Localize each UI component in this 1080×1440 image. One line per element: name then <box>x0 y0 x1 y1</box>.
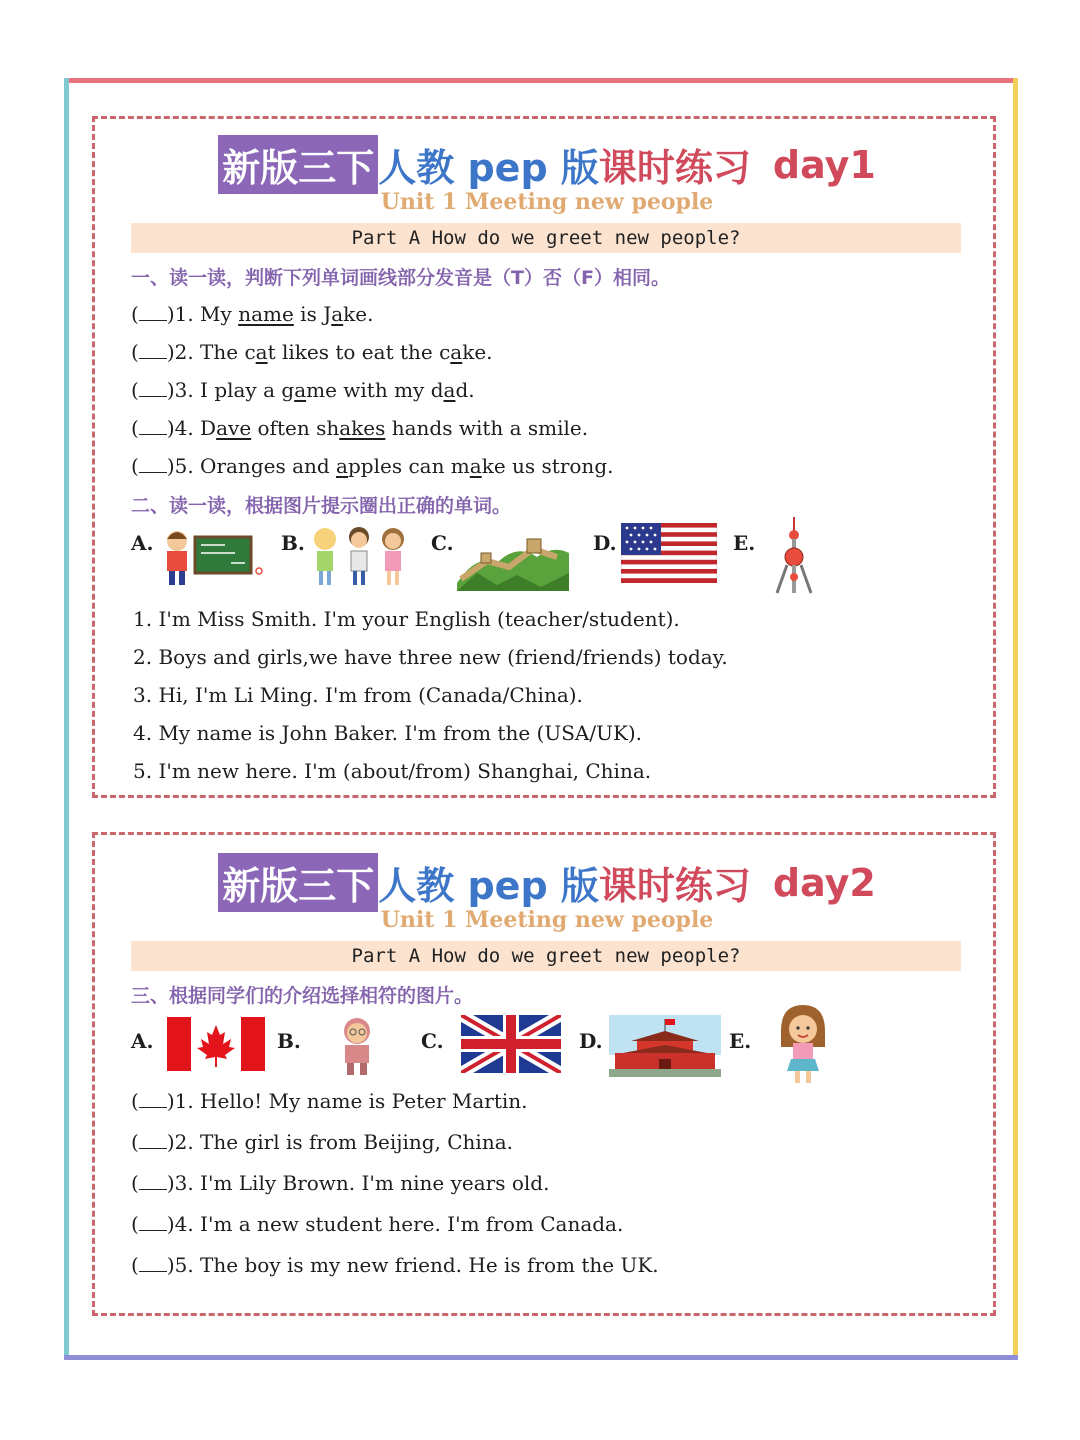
pic-label-e: E. <box>729 1029 752 1053</box>
phonics-item-4: ( )4. Dave often shakes hands with a smile. <box>131 416 589 440</box>
boy-picture <box>325 1015 389 1077</box>
instruction-section-1: 一、读一读，判断下列单词画线部分发音是（T）否（F）相同。 <box>131 267 670 289</box>
answer-blank[interactable] <box>139 1171 167 1190</box>
title-day1 <box>95 135 999 194</box>
answer-blank[interactable] <box>139 378 167 397</box>
canada-flag <box>167 1017 265 1071</box>
girl-picture <box>767 1001 837 1085</box>
frame-left-bar <box>64 78 69 1360</box>
teacher-classroom-picture <box>155 523 267 591</box>
answer-blank[interactable] <box>139 1212 167 1231</box>
choice-item-1: 1. I'm Miss Smith. I'm your English (teacher/student). <box>133 607 680 631</box>
pic-label-d: D. <box>593 531 617 555</box>
worksheet-day1 <box>92 116 996 798</box>
answer-blank[interactable] <box>139 1089 167 1108</box>
title-day: day2 <box>772 860 876 905</box>
choice-item-5: 5. I'm new here. I'm (about/from) Shanghai, China. <box>133 759 652 783</box>
usa-flag <box>621 523 717 583</box>
great-wall-picture <box>457 523 569 591</box>
answer-blank[interactable] <box>139 340 167 359</box>
uk-flag <box>461 1015 561 1073</box>
answer-blank[interactable] <box>139 1130 167 1149</box>
match-item-1: ( )1. Hello! My name is Peter Martin. <box>131 1089 528 1113</box>
worksheet-day2 <box>92 832 996 1316</box>
frame-top-bar <box>64 78 1018 83</box>
title-day: day1 <box>772 142 876 187</box>
choice-item-4: 4. My name is John Baker. I'm from the (USA/UK). <box>133 721 643 745</box>
match-item-2: ( )2. The girl is from Beijing, China. <box>131 1130 513 1154</box>
phonics-item-5: ( )5. Oranges and apples can make us strong. <box>131 454 614 478</box>
pic-label-c: C. <box>431 531 454 555</box>
pic-label-a: A. <box>131 531 154 555</box>
pic-label-d: D. <box>579 1029 603 1053</box>
title-day2 <box>95 853 999 912</box>
title-highlight: 新版三下 <box>218 135 378 194</box>
instruction-section-3: 三、根据同学们的介绍选择相符的图片。 <box>131 985 474 1007</box>
phonics-item-2: ( )2. The cat likes to eat the cake. <box>131 340 493 364</box>
match-item-4: ( )4. I'm a new student here. I'm from Canada. <box>131 1212 624 1236</box>
pic-label-e: E. <box>733 531 756 555</box>
match-item-3: ( )3. I'm Lily Brown. I'm nine years old. <box>131 1171 550 1195</box>
part-heading: Part A How do we greet new people? <box>131 941 961 971</box>
picture-row-day1 <box>131 523 961 603</box>
frame-bottom-bar <box>64 1355 1018 1360</box>
pic-label-b: B. <box>281 531 305 555</box>
unit-subtitle: Unit 1 Meeting new people <box>380 907 714 933</box>
answer-blank[interactable] <box>139 454 167 473</box>
instruction-section-2: 二、读一读，根据图片提示圈出正确的单词。 <box>131 495 512 517</box>
title-practice: 课时练习 <box>598 864 751 908</box>
pic-label-a: A. <box>131 1029 154 1053</box>
pic-label-c: C. <box>421 1029 444 1053</box>
title-highlight: 新版三下 <box>218 853 378 912</box>
phonics-item-1: ( )1. My name is Jake. <box>131 302 374 326</box>
children-picture <box>307 523 411 591</box>
title-edition: 人教 pep 版 <box>378 146 599 190</box>
oriental-pearl-tower <box>769 517 819 595</box>
tiananmen-picture <box>609 1015 721 1077</box>
title-edition: 人教 pep 版 <box>378 864 599 908</box>
picture-row-day2 <box>131 1015 961 1095</box>
frame-right-bar <box>1013 78 1018 1360</box>
unit-subtitle: Unit 1 Meeting new people <box>380 189 714 215</box>
choice-item-3: 3. Hi, I'm Li Ming. I'm from (Canada/China). <box>133 683 583 707</box>
pic-label-b: B. <box>277 1029 301 1053</box>
answer-blank[interactable] <box>139 302 167 321</box>
title-practice: 课时练习 <box>598 146 751 190</box>
answer-blank[interactable] <box>139 416 167 435</box>
answer-blank[interactable] <box>139 1253 167 1272</box>
part-heading: Part A How do we greet new people? <box>131 223 961 253</box>
match-item-5: ( )5. The boy is my new friend. He is from the UK. <box>131 1253 659 1277</box>
choice-item-2: 2. Boys and girls,we have three new (friend/friends) today. <box>133 645 728 669</box>
phonics-item-3: ( )3. I play a game with my dad. <box>131 378 475 402</box>
